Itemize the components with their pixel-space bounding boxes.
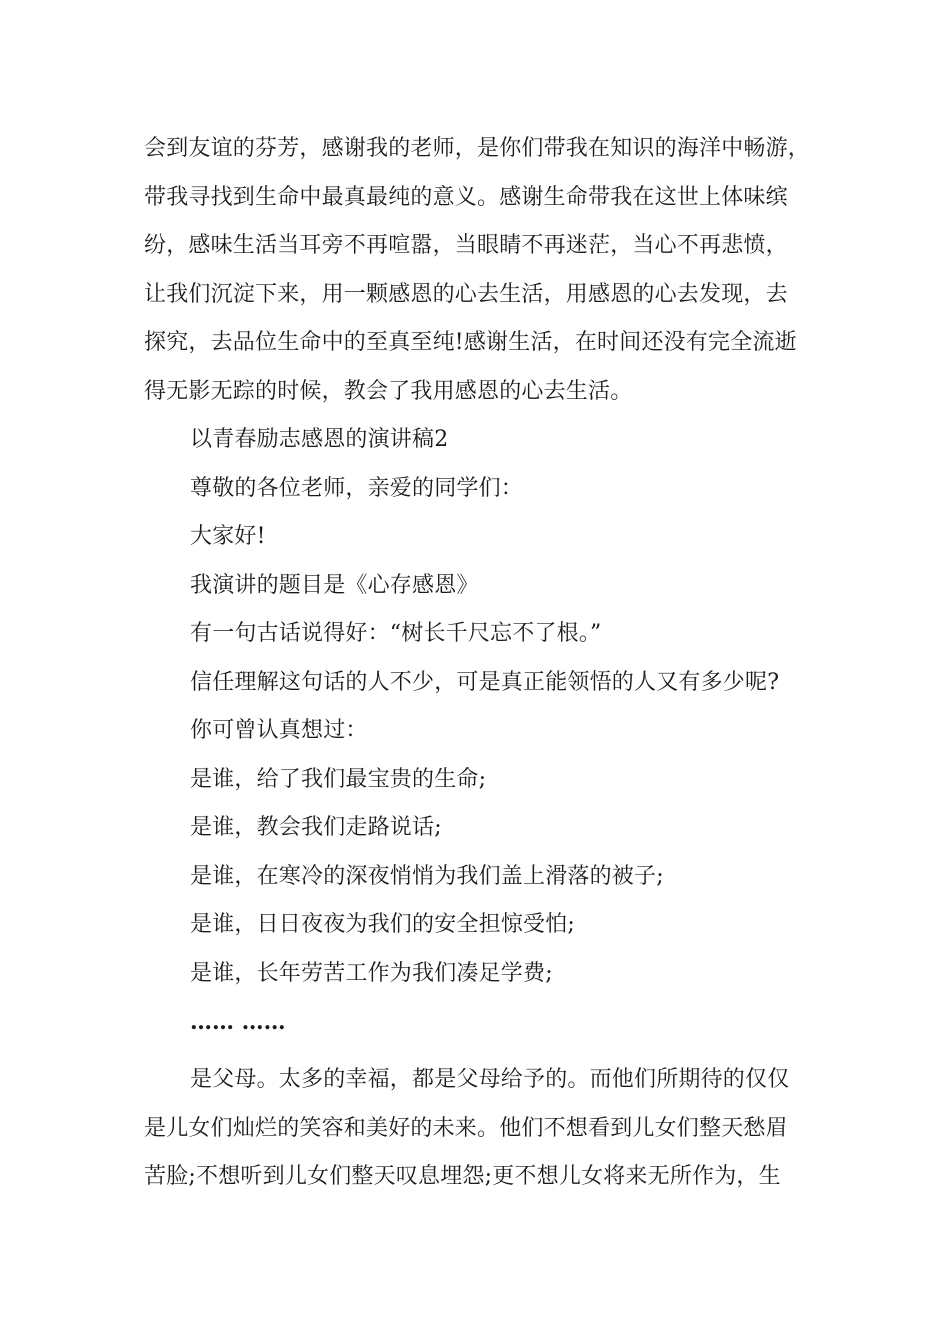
paragraph-line: 是儿女们灿烂的笑容和美好的未来。他们不想看到儿女们整天愁眉	[144, 1115, 788, 1141]
speech-line: 大家好!	[190, 524, 266, 549]
speech-line: 你可曾认真想过：	[190, 718, 368, 743]
speech-line: 我演讲的题目是《心存感恩》	[190, 572, 479, 598]
speech-line: 是谁，教会我们走路说话;	[190, 815, 442, 840]
speech-line: 尊敬的各位老师，亲爱的同学们：	[190, 475, 524, 501]
paragraph-line: 纷，感味生活当耳旁不再喧嚣，当眼睛不再迷茫，当心不再悲愤，	[144, 233, 788, 258]
paragraph-line: 让我们沉淀下来，用一颗感恩的心去生活，用感恩的心去发现，去	[144, 281, 788, 307]
speech-line: 是谁，在寒冷的深夜悄悄为我们盖上滑落的被子;	[190, 863, 664, 889]
speech-line: 是谁，日日夜夜为我们的安全担惊受怕;	[190, 912, 576, 937]
document-body	[144, 125, 834, 1202]
paragraph-line: 得无影无踪的时候，教会了我用感恩的心去生活。	[144, 378, 633, 404]
speech-line: 是谁，长年劳苦工作为我们凑足学费;	[190, 960, 553, 986]
paragraph-line: 探究，去品位生命中的至真至纯!感谢生活，在时间还没有完全流逝	[144, 330, 797, 355]
paragraph-line: 会到友谊的芬芳，感谢我的老师，是你们带我在知识的海洋中畅游，	[144, 136, 811, 161]
speech-line: 有一句古话说得好：“树长千尺忘不了根。”	[190, 621, 602, 646]
paragraph-line: 是父母。太多的幸福，都是父母给予的。而他们所期待的仅仅	[190, 1067, 790, 1092]
paragraph-line: 带我寻找到生命中最真最纯的意义。感谢生命带我在这世上体味缤	[144, 184, 788, 210]
paragraph-line: 苦脸;不想听到儿女们整天叹息埋怨;更不想儿女将来无所作为，生	[144, 1164, 781, 1189]
section-heading: 以青春励志感恩的演讲稿2	[190, 427, 449, 452]
speech-line: 是谁，给了我们最宝贵的生命;	[190, 766, 487, 792]
ellipsis-line: …… ……	[190, 1009, 286, 1035]
speech-line: 信任理解这句话的人不少，可是真正能领悟的人又有多少呢?	[190, 669, 780, 695]
